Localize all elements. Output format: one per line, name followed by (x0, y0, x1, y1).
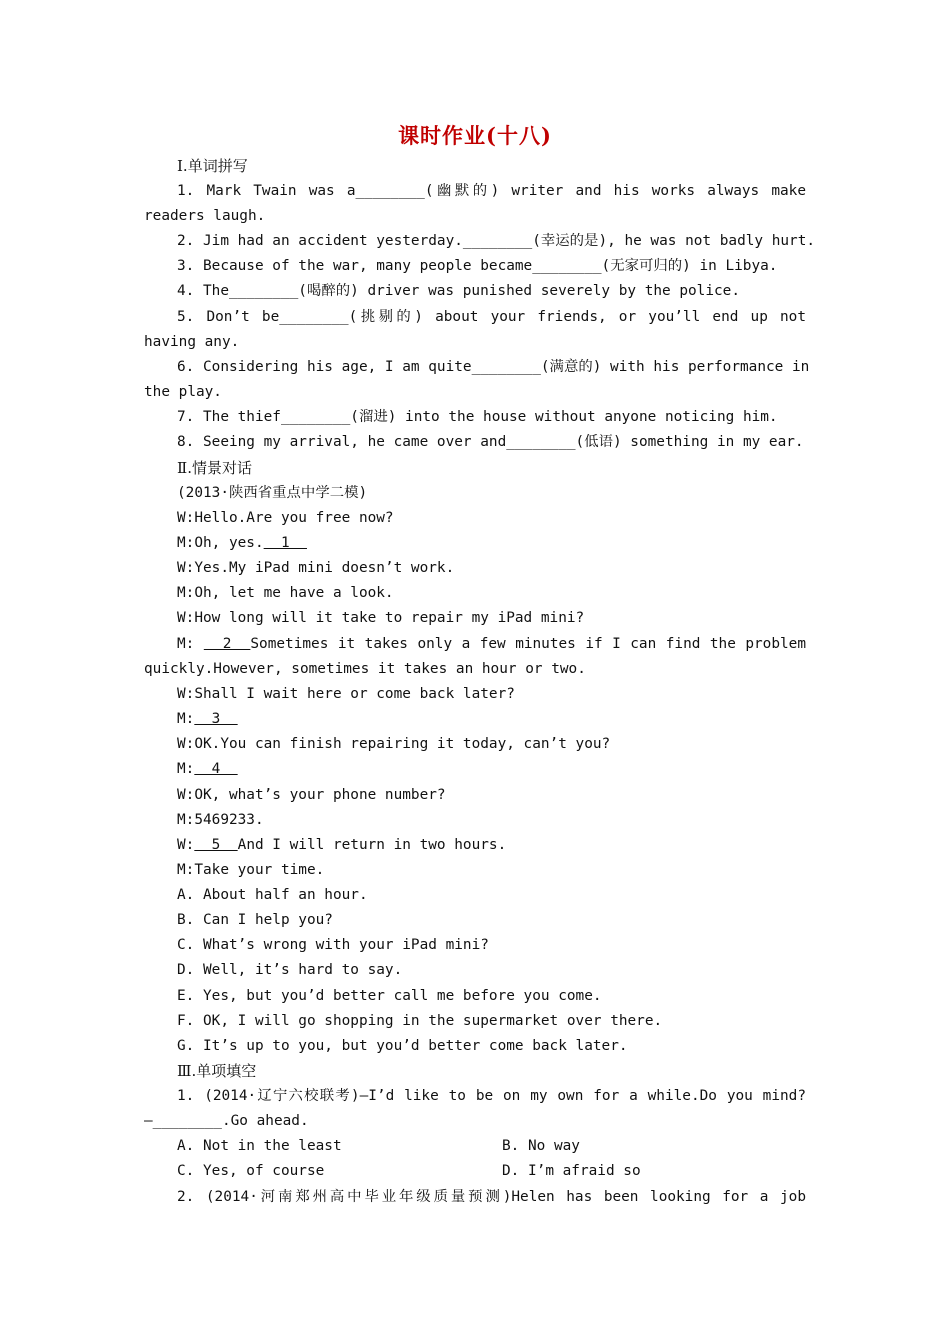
dialogue-line-7: W:Shall I wait here or come back later? (177, 686, 515, 702)
blank-2: 2 (203, 636, 251, 652)
question-4: 4. The________(喝醉的) driver was punished severely by the police. (177, 283, 741, 299)
blank-1: 1 (263, 535, 307, 551)
dialogue-line-6: M: 2 Sometimes it takes only a few minutes if I can find the problem (177, 636, 806, 652)
mc-question-1-options-row-2 (144, 1160, 806, 1182)
blank-3: 3 (194, 711, 238, 727)
blank-5: 5 (194, 837, 238, 853)
dialogue-source: (2013·陕西省重点中学二模) (177, 485, 368, 501)
option-g: G. It’s up to you, but you’d better come back later. (177, 1038, 628, 1054)
dialogue-line-3: W:Yes.My iPad mini doesn’t work. (177, 560, 455, 576)
question-3: 3. Because of the war, many people became________(无家可归的) in Libya. (177, 258, 778, 274)
option-d: D. Well, it’s hard to say. (177, 962, 403, 978)
question-1-line-1: 1. Mark Twain was a________(幽默的) writer and his works always make (177, 183, 806, 199)
mc-option-a: A. Not in the least (177, 1138, 342, 1154)
dialogue-line-10: M: 4 (177, 761, 238, 777)
section-2-heading: Ⅱ.情景对话 (177, 459, 252, 477)
section-1-heading: Ⅰ.单词拼写 (177, 157, 248, 175)
question-5-line-2: having any. (144, 334, 240, 350)
blank-4: 4 (194, 761, 238, 777)
option-e: E. Yes, but you’d better call me before you come. (177, 988, 602, 1004)
question-1-line-2: readers laugh. (144, 208, 266, 224)
dialogue-line-2: M:Oh, yes. 1 (177, 535, 307, 551)
dialogue-line-13: W: 5 And I will return in two hours. (177, 837, 507, 853)
dialogue-line-9: W:OK.You can finish repairing it today, can’t you? (177, 736, 611, 752)
question-2: 2. Jim had an accident yesterday.________(幸运的是), he was not badly hurt. (177, 233, 816, 249)
page-title: 课时作业(十八) (398, 123, 552, 148)
mc-option-d: D. I’m afraid so (502, 1163, 641, 1179)
dialogue-line-4: M:Oh, let me have a look. (177, 585, 394, 601)
mc-question-1-line-2: —________.Go ahead. (144, 1113, 309, 1129)
option-c: C. What’s wrong with your iPad mini? (177, 937, 489, 953)
question-6-line-1: 6. Considering his age, I am quite________(满意的) with his performance in (177, 359, 810, 375)
dialogue-line-11: W:OK, what’s your phone number? (177, 787, 446, 803)
mc-option-c: C. Yes, of course (177, 1163, 325, 1179)
question-5-line-1: 5. Don’t be________(挑剔的) about your friends, or you’ll end up not (177, 309, 806, 325)
option-f: F. OK, I will go shopping in the supermarket over there. (177, 1013, 663, 1029)
option-a: A. About half an hour. (177, 887, 368, 903)
mc-option-b: B. No way (502, 1138, 580, 1154)
dialogue-line-14: M:Take your time. (177, 862, 325, 878)
dialogue-line-8: M: 3 (177, 711, 238, 727)
question-7: 7. The thief________(溜进) into the house without anyone noticing him. (177, 409, 778, 425)
section-3-heading: Ⅲ.单项填空 (177, 1062, 257, 1080)
dialogue-line-1: W:Hello.Are you free now? (177, 510, 394, 526)
mc-question-1-options-row-1 (144, 1135, 806, 1157)
dialogue-line-5: W:How long will it take to repair my iPad mini? (177, 610, 585, 626)
dialogue-line-6-cont: quickly.However, sometimes it takes an hour or two. (144, 661, 586, 677)
option-b: B. Can I help you? (177, 912, 333, 928)
mc-question-1-line-1: 1. (2014·辽宁六校联考)—I’d like to be on my own for a while.Do you mind? (177, 1088, 806, 1104)
question-6-line-2: the play. (144, 384, 222, 400)
dialogue-line-12: M:5469233. (177, 812, 264, 828)
mc-question-2-line-1: 2. (2014·河南郑州高中毕业年级质量预测)Helen has been looking for a job (177, 1189, 806, 1205)
question-8: 8. Seeing my arrival, he came over and________(低语) something in my ear. (177, 434, 804, 450)
